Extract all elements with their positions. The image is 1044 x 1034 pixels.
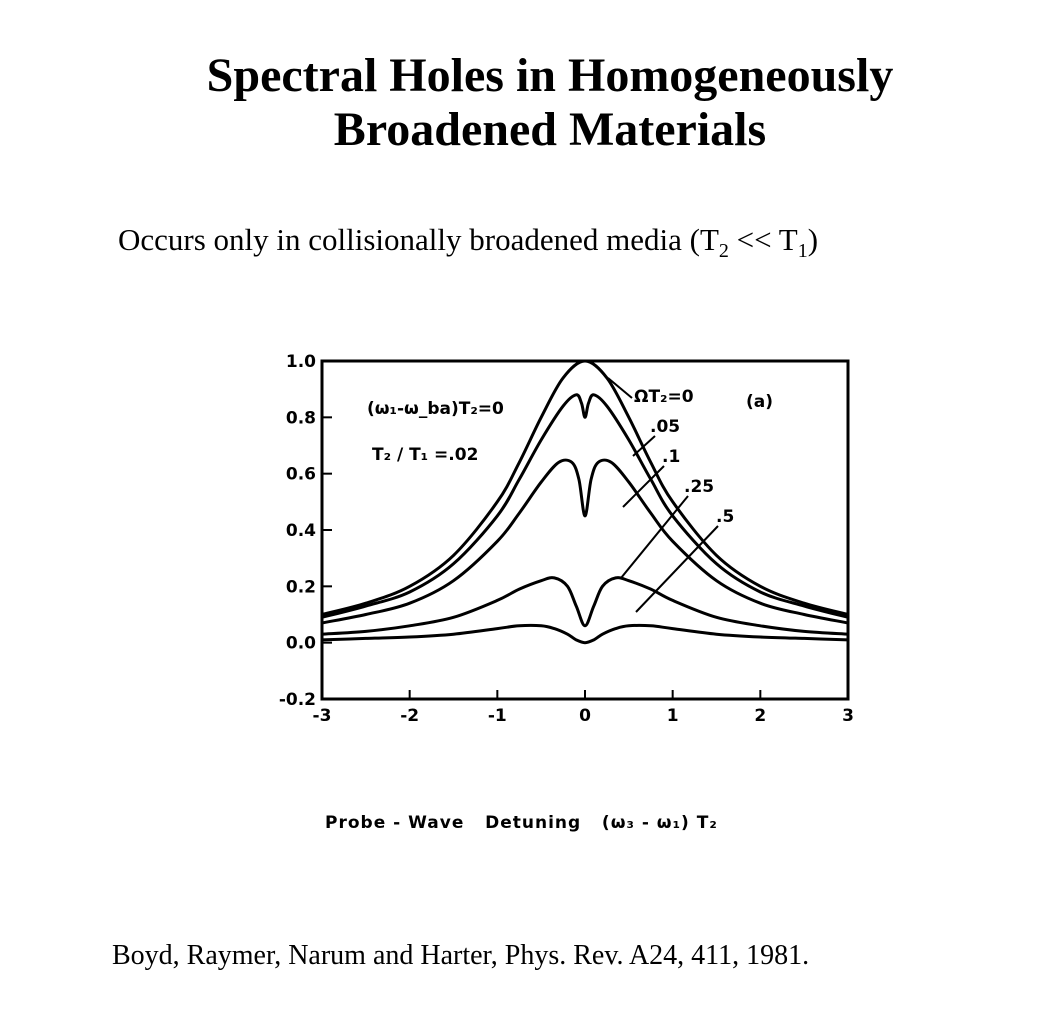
annotation-panel: (a) <box>746 392 774 412</box>
x-tick-label: 0 <box>579 706 591 726</box>
y-tick-label: -0.2 <box>278 690 316 710</box>
slide-title-line2: Broadened Materials <box>333 103 767 156</box>
x-axis-label: Probe - Wave Detuning (ω₃ - ω₁) T₂ <box>325 813 718 833</box>
leader-line-0 <box>608 378 632 398</box>
leader-line-4 <box>636 526 718 612</box>
curve-label-3: .25 <box>684 477 715 497</box>
annotation-condition2: T₂ / T₁ =.02 <box>372 445 479 465</box>
curve-label-4: .5 <box>716 507 735 527</box>
y-tick-label: 0.4 <box>285 521 316 541</box>
subtitle-main: Occurs only in collisionally broadened media (T <box>118 222 719 257</box>
y-tick-label: 0.6 <box>285 464 316 485</box>
curve-label-2: .1 <box>662 447 681 467</box>
y-tick-label: 1.0 <box>285 352 316 372</box>
leader-line-3 <box>621 496 688 578</box>
x-tick-label: -1 <box>487 706 507 726</box>
x-tick-label: 3 <box>842 706 854 726</box>
series-line-1 <box>322 395 848 618</box>
x-tick-label: -3 <box>312 706 332 726</box>
curve-label-0: ΩT₂=0 <box>634 387 694 407</box>
y-tick-label: 0.8 <box>285 408 316 429</box>
subtitle-mid: << T <box>728 222 798 257</box>
x-tick-label: -2 <box>400 706 420 726</box>
citation: Boyd, Raymer, Narum and Harter, Phys. Rev. A24, 411, 1981. <box>112 940 810 971</box>
subtitle-sub-2: 2 <box>718 240 729 263</box>
x-tick-label: 2 <box>754 706 767 726</box>
y-tick-label: 0.0 <box>285 633 316 654</box>
y-tick-label: 0.2 <box>285 577 316 598</box>
slide-title-line1: Spectral Holes in Homogeneously <box>206 49 894 102</box>
subtitle-end: ) <box>807 222 819 257</box>
annotation-condition1: (ω₁-ω_ba)T₂=0 <box>367 399 504 419</box>
leader-line-1 <box>633 436 655 456</box>
subtitle-sub-1: 1 <box>797 240 808 263</box>
x-tick-label: 1 <box>666 706 679 726</box>
series-line-2 <box>322 460 848 623</box>
curve-label-1: .05 <box>650 417 681 437</box>
